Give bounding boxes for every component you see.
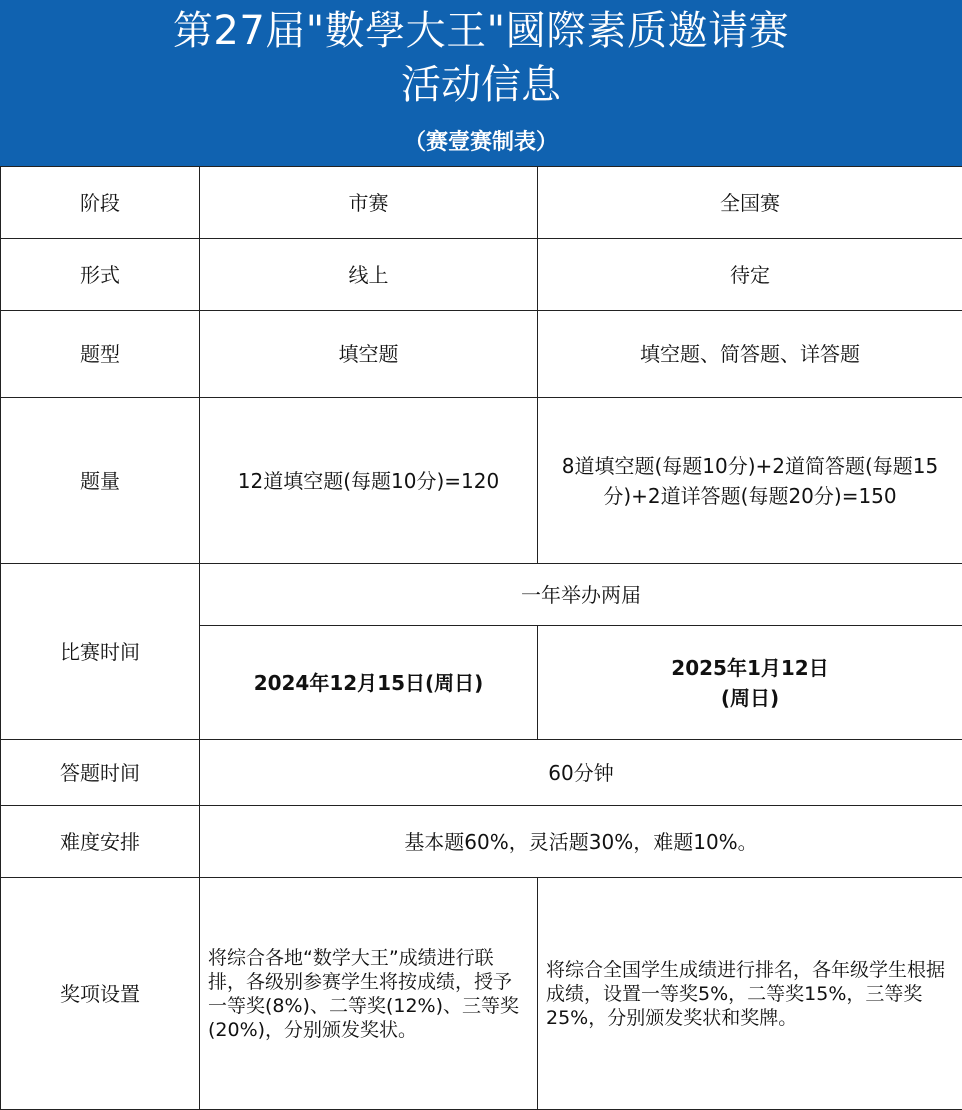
table-row-stage [1,167,962,239]
national-date-line1: 2025年1月12日 [544,653,956,683]
cell-awards-national: 将综合全国学生成绩进行排名，各年级学生根据成绩，设置一等奖5%，二等奖15%，三等奖25%，分别颁发奖状和奖牌。 [538,878,962,1110]
cell-question-type-city: 填空题 [200,311,538,398]
cell-format-national: 待定 [538,239,962,311]
table-row-schedule [1,564,962,626]
page-title: 第27届"數學大王"國際素质邀请赛 [0,6,962,56]
table-row-question-type [1,311,962,398]
table-row-duration [1,740,962,806]
cell-schedule-frequency: 一年举办两届 [200,564,962,626]
cell-question-count-national: 8道填空题(每题10分)+2道简答题(每题15分)+2道详答题(每题20分)=150 [538,398,962,564]
row-label-question-count: 题量 [1,398,200,564]
cell-awards-city: 将综合各地“数学大王”成绩进行联排，各级别参赛学生将按成绩，授予一等奖(8%)、二等奖(12%)、三等奖(20%)，分别颁发奖状。 [200,878,538,1110]
national-date-line2: (周日) [544,683,956,713]
cell-question-count-city: 12道填空题(每题10分)=120 [200,398,538,564]
cell-difficulty-value: 基本题60%，灵活题30%，难题10%。 [200,806,962,878]
cell-duration-value: 60分钟 [200,740,962,806]
table-row-awards [1,878,962,1110]
cell-format-city: 线上 [200,239,538,311]
cell-question-type-national: 填空题、简答题、详答题 [538,311,962,398]
row-label-awards: 奖项设置 [1,878,200,1110]
page-subtitle: （赛壹赛制表） [0,128,962,158]
table-row-difficulty [1,806,962,878]
row-label-duration: 答题时间 [1,740,200,806]
row-label-question-type: 题型 [1,311,200,398]
cell-stage-national: 全国赛 [538,167,962,239]
row-label-stage: 阶段 [1,167,200,239]
cell-schedule-national-date [538,626,962,740]
header-banner [0,0,962,166]
row-label-difficulty: 难度安排 [1,806,200,878]
cell-stage-city: 市赛 [200,167,538,239]
cell-schedule-city-date: 2024年12月15日(周日) [200,626,538,740]
info-table [0,166,962,1110]
row-label-format: 形式 [1,239,200,311]
page-title-line2: 活动信息 [0,60,962,110]
row-label-schedule: 比赛时间 [1,564,200,740]
table-row-format [1,239,962,311]
table-row-question-count [1,398,962,564]
